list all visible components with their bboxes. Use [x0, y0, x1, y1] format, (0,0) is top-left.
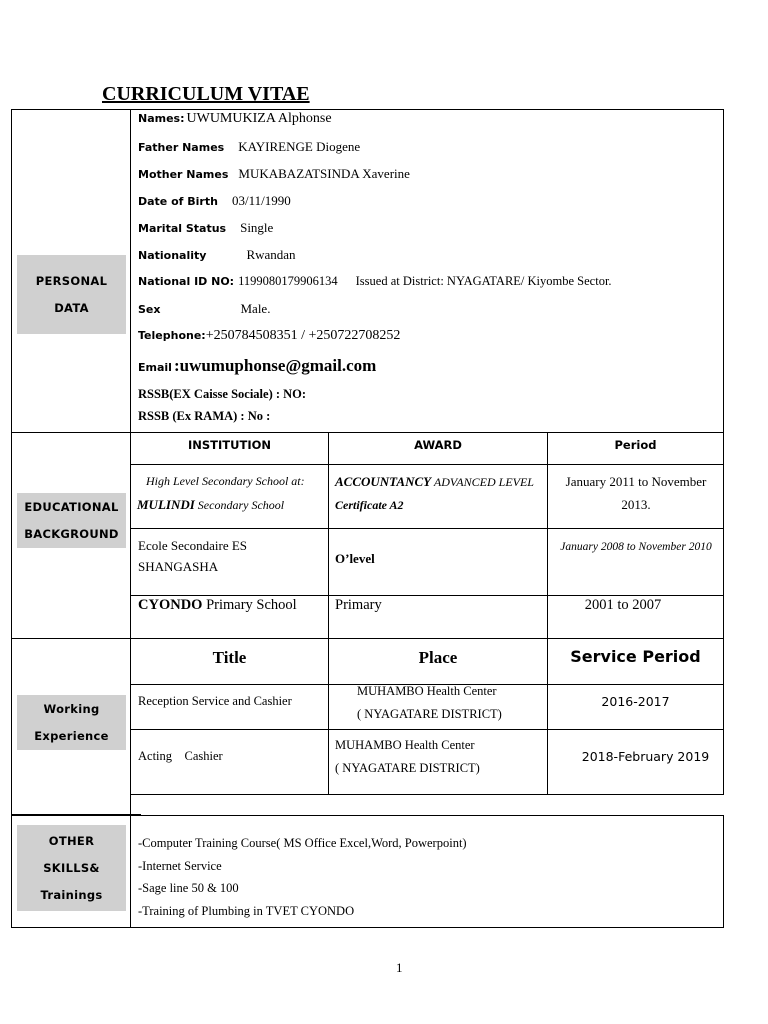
list-item: -Sage line 50 & 100: [138, 881, 239, 895]
skills-list: [138, 832, 467, 922]
list-item: -Training of Plumbing in TVET CYONDO: [138, 903, 355, 918]
work-header-place: Place: [418, 648, 458, 667]
section-label-personal-data: PERSONAL DATA: [17, 255, 126, 334]
work-row1-place: MUHAMBO Health Center ( NYAGATARE DISTRICT): [357, 684, 502, 721]
edu-header-period: Period: [614, 438, 657, 452]
names-row: Names: UWUMUKIZA Alphonse: [138, 111, 332, 126]
father-names-row: Father Names KAYIRENGE Diogene: [138, 139, 361, 154]
section-label-educational-background: EDUCATIONAL BACKGROUND: [17, 493, 126, 548]
page-title: CURRICULUM VITAE: [102, 83, 310, 105]
rssb-caisse-row: RSSB(EX Caisse Sociale) : NO:: [138, 387, 307, 401]
section-label-working-experience: Working Experience: [17, 695, 126, 750]
marital-status-row: Marital Status Single: [138, 220, 274, 235]
edu-header-award: AWARD: [414, 438, 462, 452]
list-item: -Computer Training Course( MS Office Excel,Word, Powerpoint): [138, 836, 467, 850]
work-header-title: Title: [212, 648, 247, 667]
mother-names-row: Mother Names MUKABAZATSINDA Xaverine: [138, 166, 410, 181]
work-row2-title: Acting Cashier: [138, 749, 223, 763]
edu-row2-period: January 2008 to November 2010: [560, 541, 712, 553]
edu-row2-award: O’level: [335, 551, 375, 566]
list-item: -Internet Service: [138, 858, 222, 873]
sex-row: Sex Male.: [138, 301, 271, 316]
national-id-row: National ID NO: 1199080179906134 Issued at District: NYAGATARE/ Kiyombe Sector.: [138, 274, 612, 288]
work-row2-period: 2018-February 2019: [581, 749, 710, 764]
work-row2-place: MUHAMBO Health Center ( NYAGATARE DISTRICT): [335, 738, 480, 775]
edu-row2-institution: Ecole Secondaire ES SHANGASHA: [138, 538, 248, 574]
edu-header-institution: INSTITUTION: [187, 438, 271, 452]
nationality-row: Nationality Rwandan: [138, 247, 296, 262]
work-row1-period: 2016-2017: [601, 694, 670, 709]
edu-row1-institution: High Level Secondary School at: MULINDI Secondary School: [137, 474, 305, 512]
page-number: 1: [396, 960, 403, 975]
work-row1-title: Reception Service and Cashier: [138, 694, 292, 708]
email-row: Email :uwumuphonse@gmail.com: [138, 356, 377, 375]
rssb-rama-row: RSSB (Ex RAMA) : No :: [138, 409, 271, 423]
edu-row1-award: ACCOUNTANCY ADVANCED LEVEL Certificate A2: [335, 474, 534, 512]
edu-row3-period: 2001 to 2007: [584, 597, 662, 613]
work-header-service-period: Service Period: [570, 647, 701, 666]
edu-row3-award: Primary: [335, 597, 382, 613]
date-of-birth-row: Date of Birth 03/11/1990: [138, 193, 291, 208]
edu-row3-institution: CYONDO Primary School: [138, 597, 297, 613]
edu-row1-period: January 2011 to November 2013.: [565, 474, 707, 512]
telephone-row: Telephone:+250784508351 / +250722708252: [138, 328, 401, 343]
section-label-other-skills: OTHER SKILLS& Trainings: [17, 825, 126, 911]
